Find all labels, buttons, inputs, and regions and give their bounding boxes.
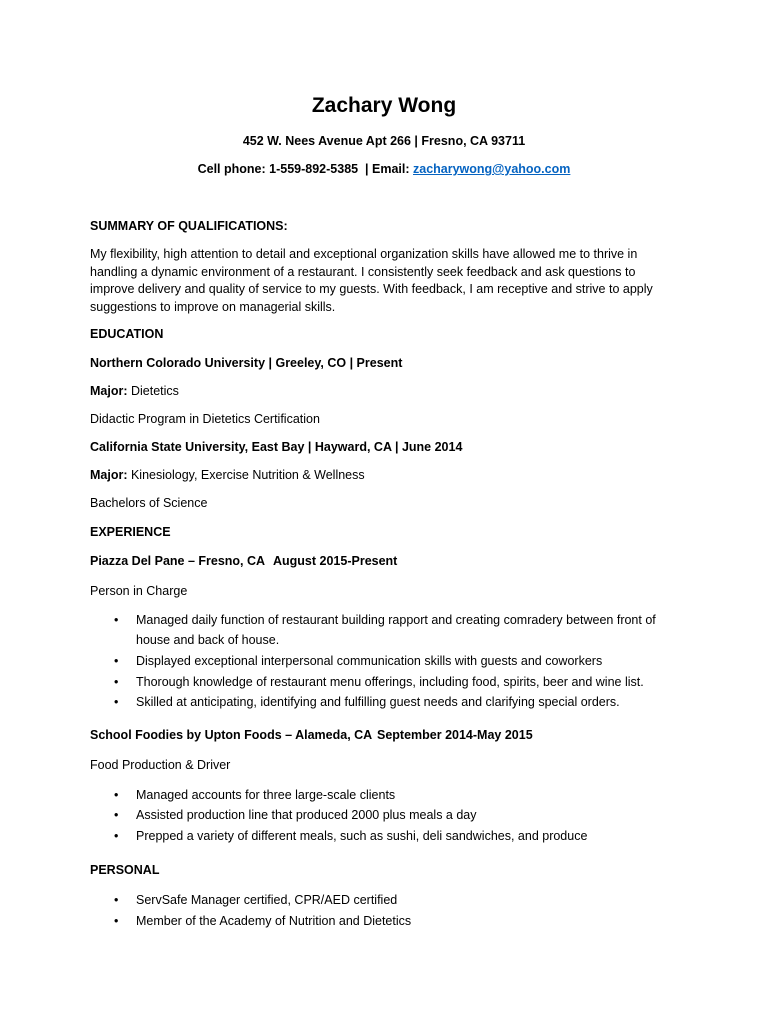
email-link[interactable]: zacharywong@yahoo.com [413,162,571,176]
job-dates-1: August 2015-Present [273,554,398,568]
bullet-marker: • [114,613,119,627]
personal-bullet-1: ServSafe Manager certified, CPR/AED certified [136,893,398,907]
summary-heading: SUMMARY OF QUALIFICATIONS: [90,219,288,233]
education-detail-1: Didactic Program in Dietetics Certification [90,412,320,426]
education-school-2: California State University, East Bay | Hayward, CA | June 2014 [90,440,463,454]
job-1-bullet-2: Displayed exceptional interpersonal communication skills with guests and coworkers [136,654,603,668]
job-2-bullet-1: Managed accounts for three large-scale clients [136,788,396,802]
personal-heading: PERSONAL [90,863,160,877]
contact-line [0,162,768,176]
job-title-1: Person in Charge [90,584,188,598]
job-2-bullet-2: Assisted production line that produced 2000 plus meals a day [136,808,477,822]
personal-bullet-2: Member of the Academy of Nutrition and Dietetics [136,914,412,928]
job-employer-2: School Foodies by Upton Foods – Alameda, CA [90,728,373,742]
job-1-bullet-4: Skilled at anticipating, identifying and fulfilling guest needs and clarifying special orders. [136,695,620,709]
job-title-2: Food Production & Driver [90,758,231,772]
education-major-2: Major: Kinesiology, Exercise Nutrition & Wellness [90,468,365,482]
job-employer-1: Piazza Del Pane – Fresno, CA [90,554,266,568]
bullet-marker: • [114,654,119,668]
bullet-marker: • [114,829,119,843]
job-1-bullet-3: Thorough knowledge of restaurant menu offerings, including food, spirits, beer and wine list. [136,675,644,689]
summary-text: My flexibility, high attention to detail and exceptional organization skills have allowed me to thrive in handling a dynamic environment of a restaurant. I consistently seek feedback and ask questions to improve delivery and quality of service to my guests. With feedback, I am receptive and strive to apply suggestions to improve on managerial skills. [90,247,653,314]
bullet-marker: • [114,808,119,822]
education-detail-2: Bachelors of Science [90,496,208,510]
bullet-marker: • [114,675,119,689]
education-school-1: Northern Colorado University | Greeley, CO | Present [90,356,403,370]
bullet-marker: • [114,788,119,802]
experience-heading: EXPERIENCE [90,525,171,539]
education-heading: EDUCATION [90,327,164,341]
education-major-1: Major: Dietetics [90,384,179,398]
bullet-marker: • [114,893,119,907]
address-line: 452 W. Nees Avenue Apt 266 | Fresno, CA 93711 [242,134,526,148]
bullet-marker: • [114,914,119,928]
contact-phone: Cell phone: 1-559-892-5385 | Email: [197,162,413,176]
job-dates-2: September 2014-May 2015 [377,728,533,742]
job-1-bullet-1: Managed daily function of restaurant building rapport and creating comradery between front of house and back of house. [136,613,656,647]
bullet-marker: • [114,695,119,709]
job-2-bullet-3: Prepped a variety of different meals, such as sushi, deli sandwiches, and produce [136,829,588,843]
candidate-name: Zachary Wong [311,94,457,117]
